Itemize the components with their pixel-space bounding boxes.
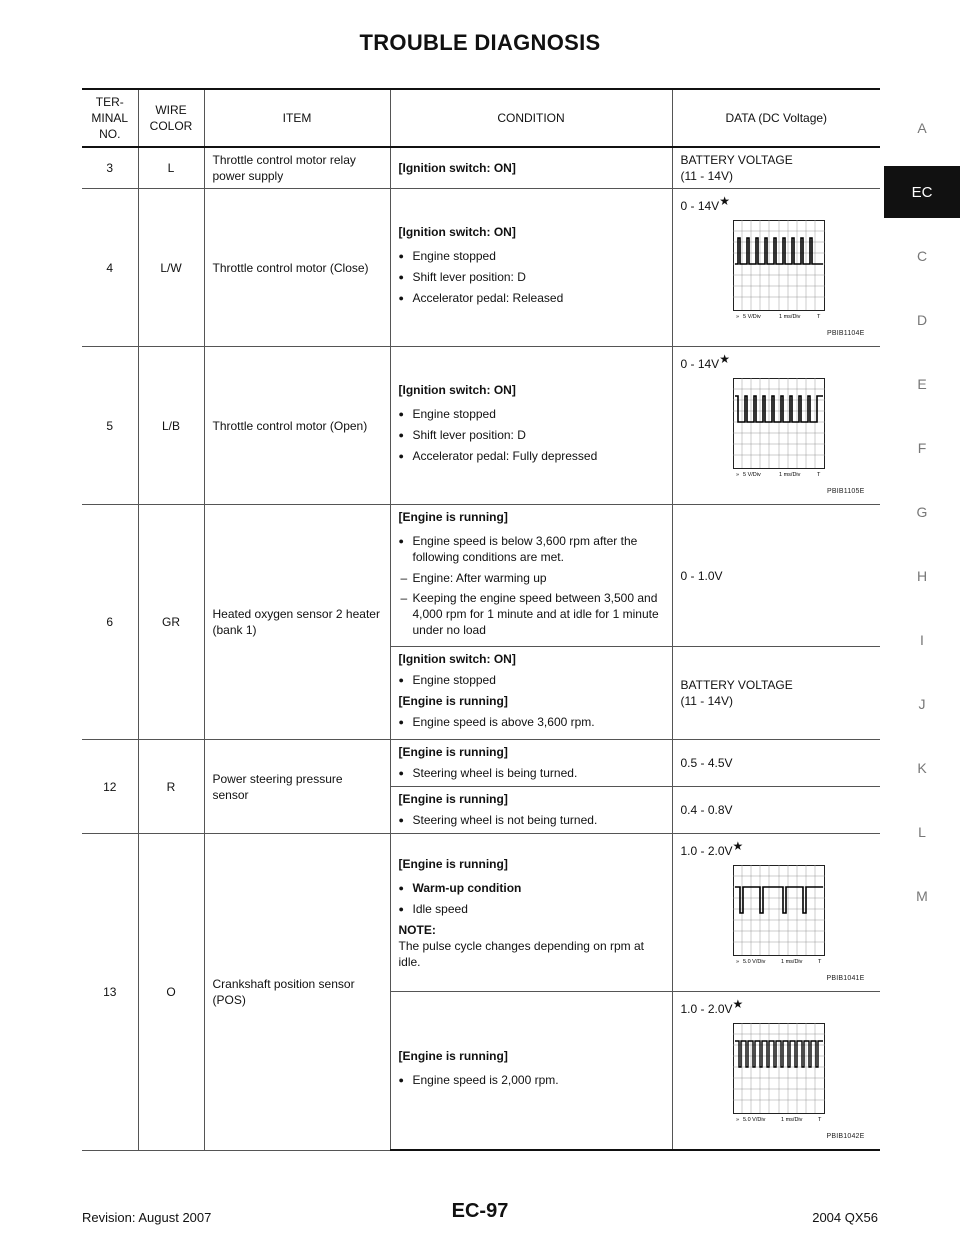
condition-bullet: ● Accelerator pedal: Released (399, 290, 664, 306)
wire-color: L/B (138, 347, 204, 505)
svg-text:1 ms/Div: 1 ms/Div (780, 1117, 802, 1123)
data-value: 0 - 14V (680, 199, 720, 213)
condition-title: [Ignition switch: ON] (398, 161, 516, 175)
oscilloscope-figure (733, 220, 865, 342)
svg-text:»: » (735, 472, 739, 478)
revision-date: Revision: August 2007 (82, 1210, 212, 1225)
section-index-tabs (884, 96, 960, 928)
oscilloscope-waveform-icon (733, 1023, 825, 1123)
data-value: 1.0 - 2.0V (680, 1002, 733, 1016)
figure-code: PBIB1105E (827, 488, 865, 495)
data-value: 0 - 14V (680, 357, 720, 371)
condition-bullet: ● Warm-up condition (399, 880, 664, 896)
item-name: Throttle control motor (Close) (204, 189, 390, 347)
figure-code: PBIB1041E (826, 975, 865, 982)
data-value: BATTERY VOLTAGE (11 - 14V) (672, 147, 880, 189)
star-icon: ★ (732, 839, 744, 853)
note-text: The pulse cycle changes depending on rpm at idle. (398, 938, 644, 969)
condition-cell (390, 834, 672, 992)
section-tab-ec[interactable]: EC (884, 166, 960, 218)
figure-code: PBIB1104E (827, 330, 865, 337)
condition-cell (390, 740, 672, 787)
svg-text:1 ms/Div: 1 ms/Div (780, 959, 802, 965)
wire-color: GR (138, 505, 204, 740)
data-cell (672, 347, 880, 505)
condition-bullet: ● Steering wheel is not being turned. (399, 812, 664, 828)
oscilloscope-waveform-icon (733, 220, 825, 320)
svg-text:»: » (735, 1117, 739, 1123)
wire-color: R (138, 740, 204, 834)
svg-text:1 ms/Div: 1 ms/Div (778, 314, 800, 320)
condition-cell (390, 347, 672, 505)
condition-bullet: ● Accelerator pedal: Fully depressed (399, 448, 664, 464)
section-tab-i[interactable]: I (920, 632, 924, 648)
item-name: Throttle control motor relay power supply (204, 147, 390, 189)
condition-title: [Ignition switch: ON] (398, 383, 516, 397)
header-item: ITEM (204, 89, 390, 147)
section-tab-c[interactable]: C (916, 248, 928, 264)
header-terminal: TER- MINAL NO. (82, 89, 138, 147)
condition-bullet: ● Steering wheel is being turned. (399, 765, 664, 781)
item-name: Power steering pressure sensor (204, 740, 390, 834)
item-name: Throttle control motor (Open) (204, 347, 390, 505)
terminal-no: 12 (82, 740, 138, 834)
table-row (82, 147, 880, 189)
condition-bullet: ● Shift lever position: D (399, 269, 664, 285)
condition-bullet: ● Engine speed is 2,000 rpm. (399, 1072, 664, 1088)
svg-text:»: » (735, 959, 739, 965)
section-tab-k[interactable]: K (917, 760, 927, 776)
condition-cell (390, 189, 672, 347)
header-wire-color: WIRE COLOR (138, 89, 204, 147)
condition-cell (390, 147, 672, 189)
condition-cell (390, 647, 672, 740)
svg-text:1 ms/Div: 1 ms/Div (778, 472, 800, 478)
section-tab-e[interactable]: E (917, 376, 927, 392)
oscilloscope-waveform-icon (733, 865, 825, 965)
data-value: 0.5 - 4.5V (672, 740, 880, 787)
section-tab-h[interactable]: H (916, 568, 928, 584)
svg-text:5.0 V/Div: 5.0 V/Div (742, 1117, 765, 1123)
oscilloscope-figure (733, 1023, 865, 1145)
header-condition: CONDITION (390, 89, 672, 147)
terminal-no: 5 (82, 347, 138, 505)
data-value: 0.4 - 0.8V (672, 787, 880, 834)
condition-cell (390, 505, 672, 647)
condition-sub-item: – Keeping the engine speed between 3,500 and 4,000 rpm for 1 minute and at idle for 1 minute under no load (399, 590, 664, 638)
terminal-no: 13 (82, 834, 138, 1151)
wire-color: L/W (138, 189, 204, 347)
condition-title: [Engine is running] (398, 792, 508, 806)
wire-color: L (138, 147, 204, 189)
condition-sub-item: – Engine: After warming up (399, 570, 664, 586)
condition-bullet: ● Idle speed (399, 901, 664, 917)
star-icon: ★ (719, 194, 730, 208)
data-cell (672, 992, 880, 1151)
condition-cell (390, 787, 672, 834)
section-tab-g[interactable]: G (916, 504, 928, 520)
data-value: 1.0 - 2.0V (680, 844, 733, 858)
table-row (82, 505, 880, 647)
oscilloscope-figure (733, 378, 865, 500)
oscilloscope-figure (733, 865, 865, 987)
item-name: Heated oxygen sensor 2 heater (bank 1) (204, 505, 390, 740)
item-name: Crankshaft position sensor (POS) (204, 834, 390, 1151)
data-cell (672, 834, 880, 992)
data-value: 0 - 1.0V (672, 505, 880, 647)
table-row (82, 347, 880, 505)
condition-bullet: ● Engine speed is above 3,600 rpm. (399, 714, 664, 730)
condition-title: [Engine is running] (398, 745, 508, 759)
condition-bullet: ● Engine speed is below 3,600 rpm after the following conditions are met. (399, 533, 664, 565)
note-label: NOTE: (398, 922, 436, 937)
svg-text:5 V/Div: 5 V/Div (742, 314, 761, 320)
svg-text:5.0 V/Div: 5.0 V/Div (742, 959, 765, 965)
svg-text:T: T (816, 314, 820, 320)
condition-bullet: ● Shift lever position: D (399, 427, 664, 443)
condition-bullet: ● Engine stopped (399, 672, 664, 688)
table-row (82, 834, 880, 992)
section-tab-l[interactable]: L (918, 824, 926, 840)
condition-title: [Engine is running] (398, 856, 508, 871)
svg-text:T: T (817, 1117, 821, 1123)
terminal-no: 4 (82, 189, 138, 347)
data-value: BATTERY VOLTAGE (11 - 14V) (672, 647, 880, 740)
condition-title: [Engine is running] (398, 510, 508, 524)
terminal-data-table (82, 88, 880, 1151)
section-tab-f[interactable]: F (917, 440, 927, 456)
star-icon: ★ (719, 352, 730, 366)
terminal-no: 6 (82, 505, 138, 740)
page-number: EC-97 (451, 1200, 509, 1222)
page-title: TROUBLE DIAGNOSIS (359, 30, 601, 55)
svg-text:T: T (817, 959, 821, 965)
svg-text:T: T (816, 472, 820, 478)
table-row (82, 189, 880, 347)
table-row (82, 740, 880, 787)
condition-title: [Ignition switch: ON] (398, 652, 516, 666)
terminal-no: 3 (82, 147, 138, 189)
condition-title: [Engine is running] (398, 1049, 508, 1063)
star-icon: ★ (732, 997, 744, 1011)
section-tab-m[interactable]: M (916, 888, 928, 904)
vehicle-model: 2004 QX56 (812, 1210, 878, 1225)
svg-text:»: » (735, 314, 739, 320)
wire-color: O (138, 834, 204, 1151)
condition-title: [Engine is running] (398, 694, 508, 708)
table-header-row (82, 89, 880, 147)
condition-cell (390, 992, 672, 1151)
data-cell (672, 189, 880, 347)
section-tab-j[interactable]: J (918, 696, 926, 712)
oscilloscope-waveform-icon (733, 378, 825, 478)
header-data: DATA (DC Voltage) (672, 89, 880, 147)
svg-text:5 V/Div: 5 V/Div (742, 472, 761, 478)
section-tab-d[interactable]: D (916, 312, 928, 328)
section-tab-a[interactable]: A (917, 120, 927, 136)
condition-title: [Ignition switch: ON] (398, 225, 516, 239)
figure-code: PBIB1042E (826, 1133, 865, 1140)
condition-bullet: ● Engine stopped (399, 248, 664, 264)
condition-bullet: ● Engine stopped (399, 406, 664, 422)
